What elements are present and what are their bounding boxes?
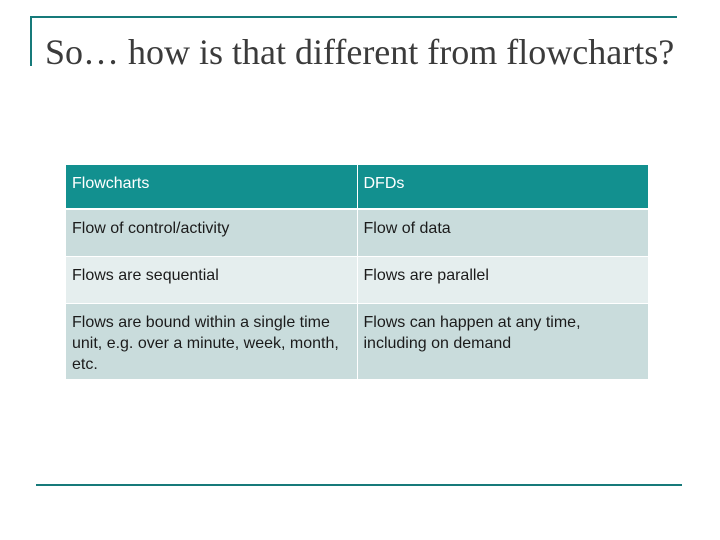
slide-title: So… how is that different from flowcharts? bbox=[45, 32, 675, 72]
table-header-row bbox=[66, 165, 648, 209]
table-cell: Flows are sequential bbox=[66, 256, 357, 303]
table-cell: Flows are bound within a single time unit, e.g. over a minute, week, month, etc. bbox=[66, 303, 357, 379]
bottom-rule bbox=[36, 484, 682, 486]
left-rule bbox=[30, 16, 32, 66]
top-rule bbox=[30, 16, 677, 18]
table-row bbox=[66, 209, 648, 256]
table-cell: Flows are parallel bbox=[357, 256, 648, 303]
table-row bbox=[66, 256, 648, 303]
table-row bbox=[66, 303, 648, 379]
table-cell: Flows can happen at any time, including on demand bbox=[357, 303, 648, 379]
comparison-table bbox=[66, 165, 648, 380]
header-dfds: DFDs bbox=[357, 165, 648, 209]
table-cell: Flow of data bbox=[357, 209, 648, 256]
table-cell: Flow of control/activity bbox=[66, 209, 357, 256]
header-flowcharts: Flowcharts bbox=[66, 165, 357, 209]
